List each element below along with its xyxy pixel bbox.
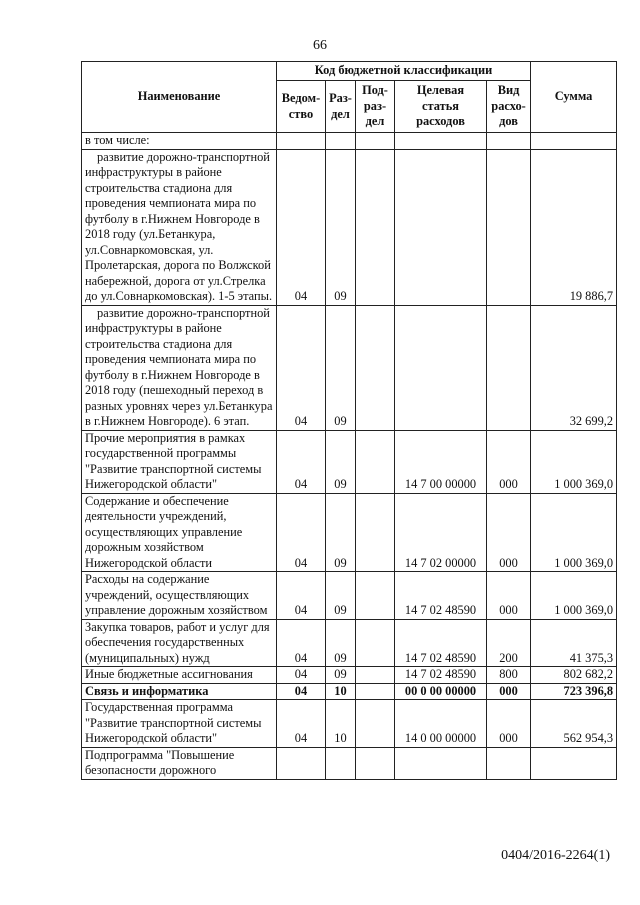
row-vid	[487, 133, 531, 150]
row-name-text: Расходы на содержание учреждений, осуществляющих управление дорожным хозяйством	[85, 572, 268, 617]
header-target: Целевая статья расходов	[395, 81, 487, 133]
row-vid	[487, 305, 531, 430]
table-row	[82, 305, 617, 430]
row-podrazdel	[356, 572, 395, 620]
row-vid: 000	[487, 683, 531, 700]
row-name	[82, 493, 277, 572]
row-razdel: 09	[326, 430, 356, 493]
row-sum: 802 682,2	[531, 667, 617, 684]
header-podrazdel: Под-раз-дел	[356, 81, 395, 133]
row-target	[395, 305, 487, 430]
row-name-text: Подпрограмма "Повышение безопасности дорожного	[85, 747, 235, 777]
header-sum: Сумма	[531, 62, 617, 133]
row-sum: 1 000 369,0	[531, 430, 617, 493]
row-ved: 04	[277, 305, 326, 430]
table-row	[82, 572, 617, 620]
row-podrazdel	[356, 683, 395, 700]
row-podrazdel	[356, 667, 395, 684]
row-vid: 800	[487, 667, 531, 684]
row-name-text: Государственная программа "Развитие транспортной системы Нижегородской области"	[85, 700, 262, 745]
row-target: 14 7 02 00000	[395, 493, 487, 572]
row-podrazdel	[356, 133, 395, 150]
row-name	[82, 305, 277, 430]
row-razdel: 09	[326, 493, 356, 572]
row-sum: 41 375,3	[531, 619, 617, 667]
row-vid: 000	[487, 493, 531, 572]
row-target: 14 7 00 00000	[395, 430, 487, 493]
row-sum: 1 000 369,0	[531, 572, 617, 620]
row-razdel: 10	[326, 700, 356, 748]
row-sum: 32 699,2	[531, 305, 617, 430]
row-podrazdel	[356, 619, 395, 667]
table-row	[82, 493, 617, 572]
table-row	[82, 667, 617, 684]
row-name-text: Иные бюджетные ассигнования	[85, 667, 253, 681]
table-row	[82, 430, 617, 493]
row-sum: 723 396,8	[531, 683, 617, 700]
row-sum: 19 886,7	[531, 149, 617, 305]
row-vid	[487, 747, 531, 779]
row-name-text: развитие дорожно-транспортной инфраструктуры в районе строительства стадиона для проведения чемпионата мира по футболу в г.Нижнем Новгороде в 2018 году (пешеходный переход в разных уровнях через ул.Бетанкура в г.Нижнем Новгороде). 6 этап.	[85, 305, 273, 428]
row-name	[82, 133, 277, 150]
row-podrazdel	[356, 305, 395, 430]
row-vid: 200	[487, 619, 531, 667]
budget-table	[81, 61, 617, 780]
row-razdel: 09	[326, 305, 356, 430]
row-vid: 000	[487, 700, 531, 748]
row-target: 00 0 00 00000	[395, 683, 487, 700]
row-ved: 04	[277, 149, 326, 305]
table-row	[82, 700, 617, 748]
row-ved: 04	[277, 619, 326, 667]
row-name-text: Закупка товаров, работ и услуг для обеспечения государственных (муниципальных) нужд	[85, 619, 270, 665]
row-name	[82, 430, 277, 493]
row-razdel	[326, 747, 356, 779]
page-number: 66	[313, 38, 327, 53]
header-name: Наименование	[82, 62, 277, 133]
row-target	[395, 149, 487, 305]
row-podrazdel	[356, 700, 395, 748]
header-razdel: Раз-дел	[326, 81, 356, 133]
row-ved: 04	[277, 683, 326, 700]
row-razdel: 09	[326, 149, 356, 305]
table-row	[82, 133, 617, 150]
header-vedomstvo: Ведом-ство	[277, 81, 326, 133]
table-row	[82, 683, 617, 700]
row-name	[82, 572, 277, 620]
row-ved	[277, 747, 326, 779]
row-ved: 04	[277, 572, 326, 620]
row-sum: 1 000 369,0	[531, 493, 617, 572]
row-target: 14 7 02 48590	[395, 572, 487, 620]
row-sum	[531, 133, 617, 150]
table-row	[82, 619, 617, 667]
row-target: 14 0 00 00000	[395, 700, 487, 748]
row-razdel	[326, 133, 356, 150]
row-vid: 000	[487, 430, 531, 493]
row-vid: 000	[487, 572, 531, 620]
row-name	[82, 700, 277, 748]
row-name-text: Прочие мероприятия в рамках государственной программы "Развитие транспортной системы Нижегородской области"	[85, 430, 262, 491]
row-razdel: 09	[326, 667, 356, 684]
row-ved: 04	[277, 700, 326, 748]
row-target	[395, 747, 487, 779]
row-vid	[487, 149, 531, 305]
row-razdel: 09	[326, 619, 356, 667]
row-sum	[531, 747, 617, 779]
row-podrazdel	[356, 149, 395, 305]
row-name	[82, 149, 277, 305]
row-ved: 04	[277, 430, 326, 493]
row-razdel: 10	[326, 683, 356, 700]
table-row	[82, 747, 617, 779]
row-name-text: Содержание и обеспечение деятельности учреждений, осуществляющих управление дорожным хозяйством Нижегородской области	[85, 493, 243, 570]
row-podrazdel	[356, 430, 395, 493]
row-name	[82, 667, 277, 684]
row-razdel: 09	[326, 572, 356, 620]
row-sum: 562 954,3	[531, 700, 617, 748]
row-name	[82, 619, 277, 667]
row-ved: 04	[277, 667, 326, 684]
row-name-text: Связь и информатика	[85, 683, 209, 698]
header-vid: Вид расхо-дов	[487, 81, 531, 133]
row-name-text: в том числе:	[85, 133, 150, 147]
row-target: 14 7 02 48590	[395, 667, 487, 684]
row-ved: 04	[277, 493, 326, 572]
document-code: 0404/2016-2264(1)	[501, 848, 610, 863]
row-name-text: развитие дорожно-транспортной инфраструктуры в районе строительства стадиона для проведения чемпионата мира по футболу в г.Нижнем Новгороде в 2018 году (ул.Бетанкура, ул.Совнаркомовская, ул. Пролетарская, дорога по Волжской набережной, дорога от ул.Стрелка до ул.Совнаркомовская). 1-5 этапы.	[85, 149, 273, 303]
row-ved	[277, 133, 326, 150]
header-classification-group: Код бюджетной классификации	[277, 62, 531, 81]
row-target: 14 7 02 48590	[395, 619, 487, 667]
row-name	[82, 747, 277, 779]
row-podrazdel	[356, 747, 395, 779]
row-podrazdel	[356, 493, 395, 572]
table-row	[82, 149, 617, 305]
row-name	[82, 683, 277, 700]
row-target	[395, 133, 487, 150]
